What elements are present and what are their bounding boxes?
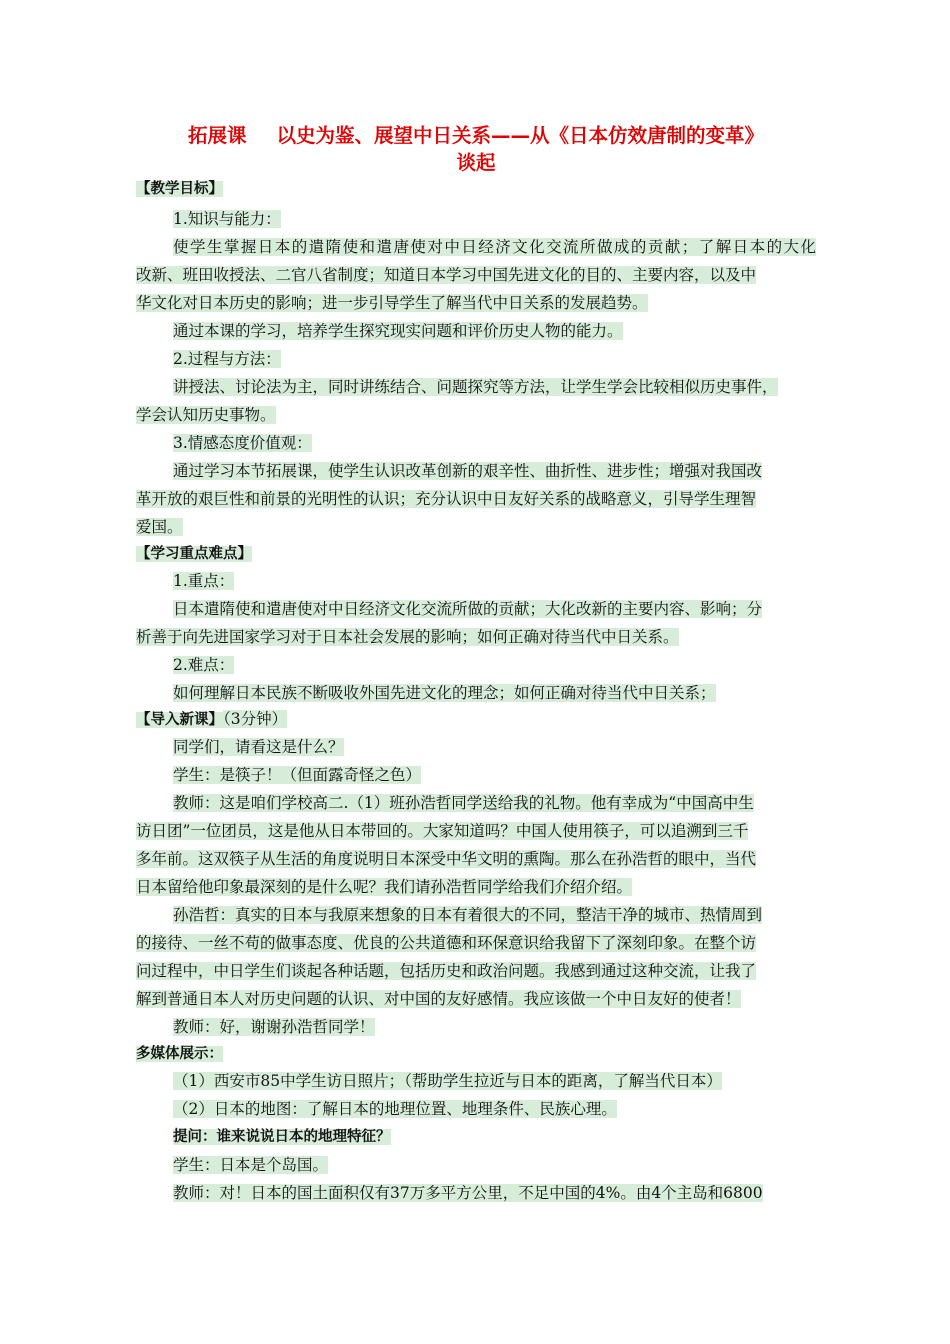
goal1-p2: 通过本课的学习，培养学生探究现实问题和评价历史人物的能力。 xyxy=(173,322,623,340)
goal2-p1-l1: 讲授法、讨论法为主，同时讲练结合、问题探究等方法，让学生学会比较相似历史事件， xyxy=(173,378,778,396)
media-item-1: （1）西安市85中学生访日照片；（帮助学生拉近与日本的距离，了解当代日本） xyxy=(173,1072,722,1090)
question-line xyxy=(173,1124,816,1148)
intro-time: （3分钟） xyxy=(223,710,288,728)
paragraph-line xyxy=(173,319,816,343)
paragraph-line xyxy=(173,1097,816,1121)
title-line2: 谈起 xyxy=(456,151,496,174)
paragraph-line xyxy=(136,987,816,1011)
focus-heading-line xyxy=(136,541,816,565)
goal1-label: 1.知识与能力： xyxy=(173,210,281,228)
goal3-p1-l1: 通过学习本节拓展课，使学生认识改革创新的艰辛性、曲折性、进步性；增强对我国改 xyxy=(173,462,763,480)
paragraph-line xyxy=(173,763,816,787)
goal3-p1-l3: 爱国。 xyxy=(136,518,183,536)
document-title xyxy=(136,122,816,176)
intro-teacher-1-l2: 访日团”一位团员，这是他从日本带回的。大家知道吗？中国人使用筷子，可以追溯到三千 xyxy=(136,822,749,840)
paragraph-line xyxy=(136,291,816,315)
goal2-label-line xyxy=(173,347,816,371)
media-heading: 多媒体展示： xyxy=(136,1046,223,1062)
intro-student-2-l3: 问过程中，中日学生们谈起各种话题，包括历史和政治问题。我感到通过这种交流，让我了 xyxy=(136,962,757,980)
focus1-l2: 析善于向先进国家学习对于日本社会发展的影响；如何正确对待当代中日关系。 xyxy=(136,628,679,646)
paragraph-line xyxy=(136,875,816,899)
paragraph-line xyxy=(173,1181,816,1205)
intro-teacher-1-l1: 教师：这是咱们学校高二.（1）班孙浩哲同学送给我的礼物。他有幸成为“中国高中生 xyxy=(173,794,754,812)
intro-question: 同学们，请看这是什么？ xyxy=(173,738,344,756)
paragraph-line xyxy=(173,735,816,759)
goal1-p1-l3: 华文化对日本历史的影响；进一步引导学生了解当代中日关系的发展趋势。 xyxy=(136,294,648,312)
paragraph-line xyxy=(173,375,816,399)
goal3-label: 3.情感态度价值观： xyxy=(173,434,312,452)
goal1-p1-l2: 改新、班田收授法、二官八省制度；知道日本学习中国先进文化的目的、主要内容，以及中 xyxy=(136,266,757,284)
goal3-label-line xyxy=(173,431,816,455)
focus1-label: 1.重点： xyxy=(173,572,235,590)
paragraph-line xyxy=(173,681,816,705)
paragraph-line xyxy=(173,459,816,483)
paragraph-line xyxy=(136,487,816,511)
goals-heading: 【教学目标】 xyxy=(136,181,223,197)
focus2-l1: 如何理解日本民族不断吸收外国先进文化的理念；如何正确对待当代中日关系； xyxy=(173,684,716,702)
paragraph-line xyxy=(136,403,816,427)
paragraph-line xyxy=(136,819,816,843)
goal2-label: 2.过程与方法： xyxy=(173,350,281,368)
answer-teacher: 教师：对！日本的国土面积仅有37万多平方公里，不足中国的4%。由4个主岛和6800 xyxy=(173,1184,763,1202)
focus1-label-line xyxy=(173,569,816,593)
title-main: 以史为鉴、展望中日关系——从《日本仿效唐制的变革》 xyxy=(276,124,765,147)
goal2-p1-l2: 学会认知历史事物。 xyxy=(136,406,276,424)
intro-teacher-1-l3: 多年前。这双筷子从生活的角度说明日本深受中华文明的熏陶。那么在孙浩哲的眼中，当代 xyxy=(136,850,757,868)
paragraph-line xyxy=(136,515,816,539)
focus-heading: 【学习重点难点】 xyxy=(136,546,252,562)
focus2-label: 2.难点： xyxy=(173,656,235,674)
intro-student-2-l2: 的接待、一丝不苟的做事态度、优良的公共道德和环保意识给我留下了深刻印象。在整个访 xyxy=(136,934,757,952)
goals-heading-line xyxy=(136,176,816,200)
paragraph-line xyxy=(136,847,816,871)
paragraph-line xyxy=(136,625,816,649)
goal1-p1-l1: 使学生掌握日本的遣隋使和遣唐使对中日经济文化交流所做成的贡献；了解日本的大化 xyxy=(173,238,816,256)
intro-heading: 【导入新课】 xyxy=(136,712,223,728)
intro-student-2-l4: 解到普通日本人对历史问题的认识、对中国的友好感情。我应该做一个中日友好的使者！ xyxy=(136,990,741,1008)
paragraph-line xyxy=(173,597,816,621)
media-heading-line xyxy=(136,1041,816,1065)
goal3-p1-l2: 革开放的艰巨性和前景的光明性的认识；充分认识中日友好关系的战略意义，引导学生理智 xyxy=(136,490,757,508)
intro-student-1: 学生：是筷子！（但面露奇怪之色） xyxy=(173,766,422,784)
paragraph-line xyxy=(173,1153,816,1177)
media-item-2: （2）日本的地图：了解日本的地理位置、地理条件、民族心理。 xyxy=(173,1100,617,1118)
paragraph-line xyxy=(136,263,816,287)
paragraph-line xyxy=(136,931,816,955)
paragraph-line xyxy=(173,903,816,927)
answer-student: 学生：日本是个岛国。 xyxy=(173,1156,329,1174)
intro-heading-line xyxy=(136,707,816,731)
focus2-label-line xyxy=(173,653,816,677)
paragraph-line xyxy=(173,1069,816,1093)
intro-student-2-l1: 孙浩哲：真实的日本与我原来想象的日本有着很大的不同，整洁干净的城市、热情周到 xyxy=(173,906,763,924)
intro-teacher-2: 教师：好，谢谢孙浩哲同学！ xyxy=(173,1018,375,1036)
paragraph-line xyxy=(173,235,816,259)
paragraph-line xyxy=(173,791,816,815)
focus1-l1: 日本遣隋使和遣唐使对中日经济文化交流所做的贡献；大化改新的主要内容、影响；分 xyxy=(173,600,763,618)
intro-teacher-1-l4: 日本留给他印象最深刻的是什么呢？我们请孙浩哲同学给我们介绍介绍。 xyxy=(136,878,633,896)
title-prefix: 拓展课 xyxy=(187,124,247,147)
question: 提问：谁来说说日本的地理特征？ xyxy=(173,1129,391,1145)
paragraph-line xyxy=(173,1015,816,1039)
paragraph-line xyxy=(136,959,816,983)
goal1-label-line xyxy=(173,207,816,231)
